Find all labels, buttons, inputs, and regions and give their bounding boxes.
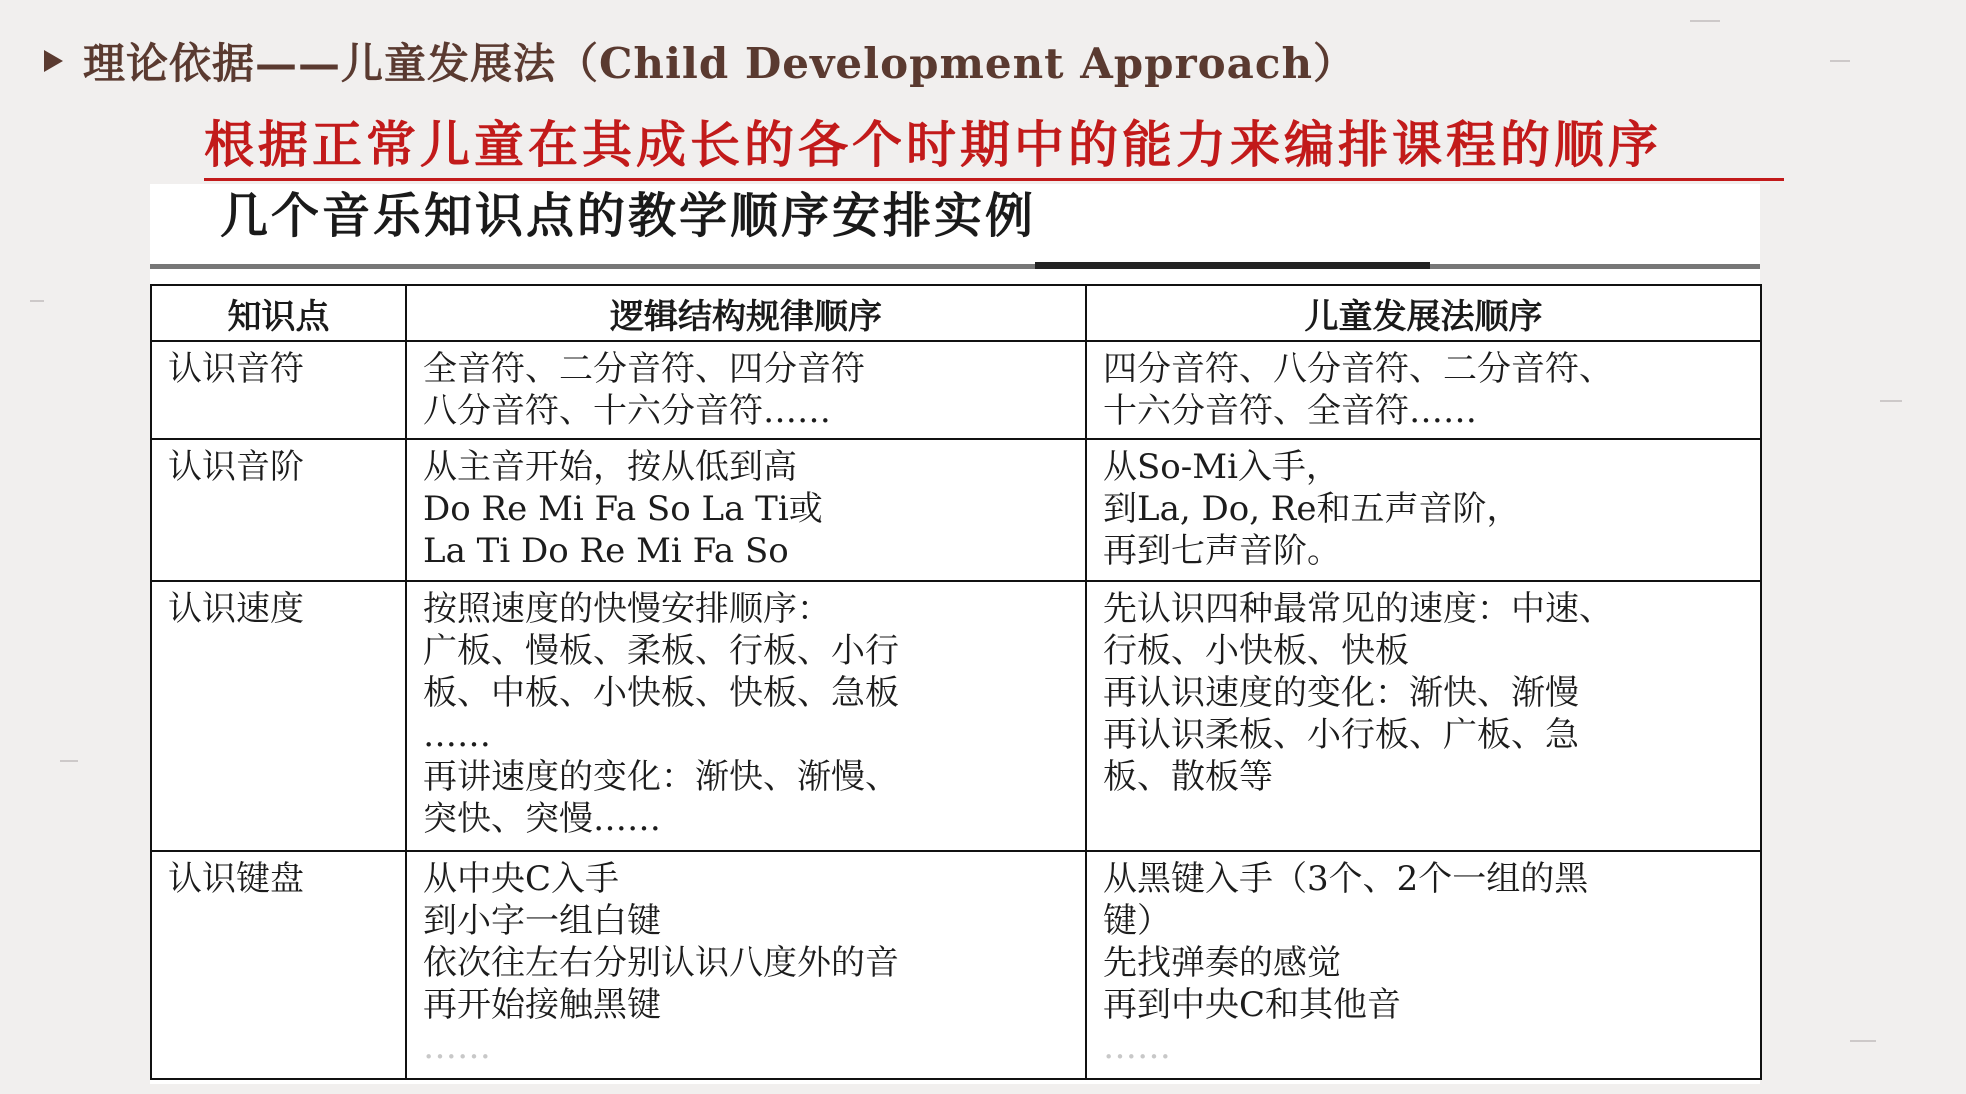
header-logical-order: 逻辑结构规律顺序 [406,285,1086,341]
cell-text-line: 突快、突慢…… [423,799,661,839]
background-speck [1850,1040,1876,1042]
logical-order-cell [406,439,1086,581]
subtitle: 根据正常儿童在其成长的各个时期中的能力来编排课程的顺序 [204,112,1784,181]
cell-text-line: Do Re Mi Fa So La Ti或 [423,489,823,529]
cell-text-line: 按照速度的快慢安排顺序： [423,589,831,629]
table-header-row [151,285,1761,341]
topic-cell [151,341,406,439]
table-row [151,851,1761,1079]
child-order-cell [1086,851,1761,1079]
cell-text-line: …… [423,715,491,755]
title-rule-accent [1035,262,1430,269]
background-speck [60,760,78,762]
slide-heading [44,30,1356,92]
cell-text-line: 板、中板、小快板、快板、急板 [423,673,899,713]
topic-cell [151,581,406,851]
child-order-cell [1086,581,1761,851]
background-speck [1690,20,1720,22]
topic-label: 认识键盘 [168,859,304,899]
cell-text-line: 再到中央C和其他音 [1103,985,1402,1025]
cell-text-line: 从主音开始，按从低到高 [423,447,797,487]
header-topic: 知识点 [151,285,406,341]
cell-text-line: 广板、慢板、柔板、行板、小行 [423,631,899,671]
cell-text-line: 板、散板等 [1103,757,1273,797]
cell-text-line: 八分音符、十六分音符…… [423,391,831,431]
cell-text-line: 十六分音符、全音符…… [1103,391,1477,431]
cell-text-line: 键） [1103,901,1171,941]
cell-text-line: 到La, Do, Re和五声音阶， [1103,489,1521,529]
cell-text-line: 再开始接触黑键 [423,985,661,1025]
figure-panel [150,184,1760,1084]
cell-text-line: 四分音符、八分音符、二分音符、 [1103,349,1613,389]
cell-text-line: 再认识速度的变化：渐快、渐慢 [1103,673,1579,713]
bullet-arrow-icon [44,50,63,72]
cell-text-line: 全音符、二分音符、四分音符 [423,349,865,389]
background-speck [1830,60,1850,62]
cell-text-line: La Ti Do Re Mi Fa So [423,531,789,571]
header-child-development-order: 儿童发展法顺序 [1086,285,1761,341]
topic-cell [151,439,406,581]
topic-cell [151,851,406,1079]
table-row [151,581,1761,851]
title-rule [150,264,1760,269]
topic-label: 认识速度 [168,589,304,629]
cell-text-line: 从So-Mi入手， [1103,447,1340,487]
table-row [151,341,1761,439]
cell-text-line: …… [423,1027,491,1067]
topic-label: 认识音符 [168,349,304,389]
logical-order-cell [406,851,1086,1079]
cell-text-line: 再到七声音阶。 [1103,531,1341,571]
table-row [151,439,1761,581]
logical-order-cell [406,581,1086,851]
cell-text-line: 依次往左右分别认识八度外的音 [423,943,899,983]
child-order-cell [1086,439,1761,581]
child-order-cell [1086,341,1761,439]
cell-text-line: 从黑键入手（3个、2个一组的黑 [1103,859,1589,899]
cell-text-line: 从中央C入手 [423,859,620,899]
cell-text-line: 先找弹奏的感觉 [1103,943,1341,983]
cell-text-line: 到小字一组白键 [423,901,661,941]
cell-text-line: 再讲速度的变化：渐快、渐慢、 [423,757,899,797]
background-speck [1880,400,1902,402]
figure-title: 几个音乐知识点的教学顺序安排实例 [220,188,1037,244]
background-speck [30,300,44,302]
teaching-order-table [150,284,1762,1080]
heading-text: 理论依据——儿童发展法（Child Development Approach） [83,39,1356,88]
cell-text-line: 再认识柔板、小行板、广板、急 [1103,715,1579,755]
topic-label: 认识音阶 [168,447,304,487]
cell-text-line: 先认识四种最常见的速度：中速、 [1103,589,1613,629]
cell-text-line: 行板、小快板、快板 [1103,631,1409,671]
cell-text-line: …… [1103,1027,1171,1067]
logical-order-cell [406,341,1086,439]
